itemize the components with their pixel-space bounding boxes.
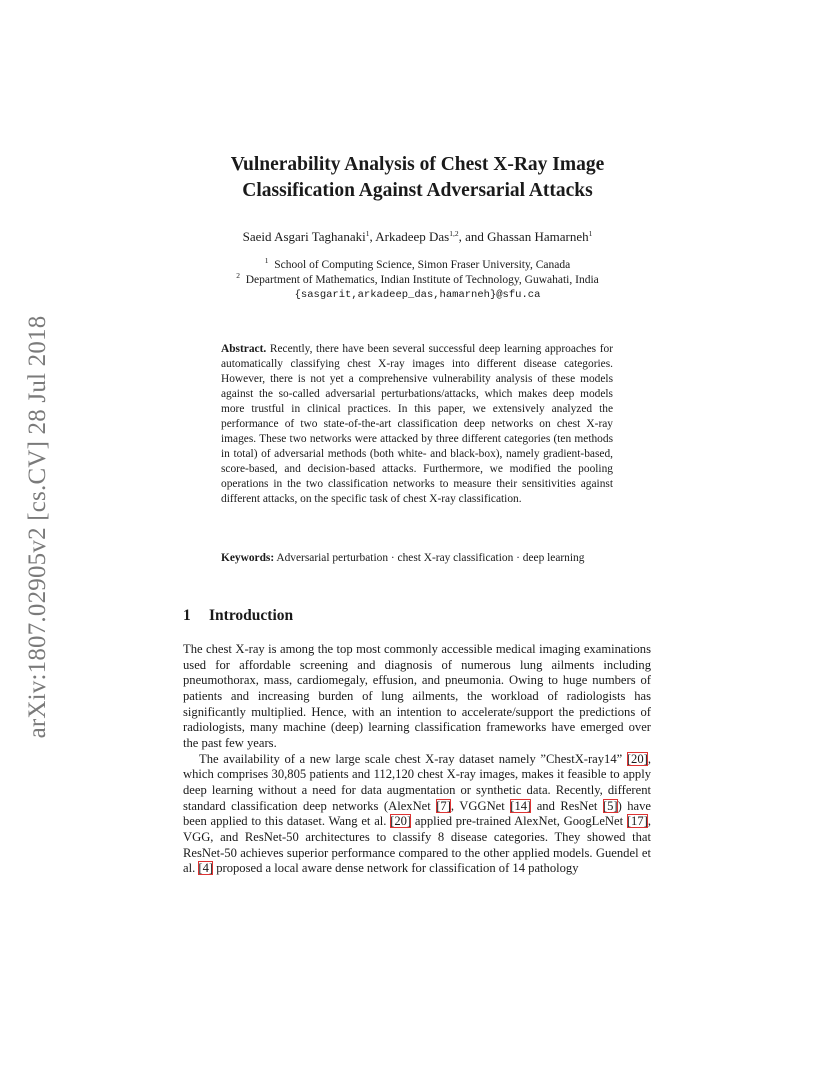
paragraph-text: ) have been applied to this dataset. Wang et al. — [183, 798, 652, 829]
paragraph-text: , VGG, and ResNet-50 architectures to classify 8 disease categories. They showed that ResNet-50 achieves superior performance compared to the other applied models. Guendel et al. — [183, 814, 651, 876]
author-affiliation-mark: 1 — [588, 229, 593, 238]
citation-link[interactable]: [17] — [626, 814, 648, 829]
author-separator: , and — [458, 229, 488, 244]
abstract-label: Abstract. — [221, 343, 267, 355]
author-name: Saeid Asgari Taghanaki — [242, 229, 366, 244]
paragraph-text: and ResNet — [531, 798, 603, 813]
paragraph: The chest X-ray is among the top most commonly accessible medical imaging examinations used for affordable screening and diagnosis of numerous lung ailments including pneumothorax, mass, cardiomegaly, effusion, and pneumonia. Owing to huge numbers of patients and increasing burden of lung ailments, the workload of radiologists has significantly multiplied. Hence, with an intention to accelerate/support the predictions of radiologists, many machine (deep) learning classification frameworks have emerged over the past few years. — [183, 642, 651, 750]
paragraph-text: applied pre-trained AlexNet, GoogLeNet — [411, 814, 627, 829]
affiliation-text: School of Computing Science, Simon Fraser University, Canada — [274, 259, 571, 271]
author-separator: , — [369, 229, 376, 244]
keywords-label: Keywords: — [221, 552, 275, 564]
citation-link[interactable]: [5] — [602, 798, 618, 813]
introduction-body — [183, 642, 651, 877]
abstract-text: Recently, there have been several successful deep learning approaches for automatically classifying chest X-ray images into different disease categories. However, there is not yet a comprehensive vulnerability analysis of these models against the so-called adversarial perturbations/attacks, which makes deep models more trustful in clinical practices. In this paper, we extensively analyzed the performance of two state-of-the-art classification deep networks on chest X-ray images. These two networks were attacked by three different categories (ten methods in total) of adversarial methods (both white- and black-box), namely gradient-based, score-based, and decision-based attacks. Furthermore, we modified the pooling operations in the two classification networks to measure their sensitivities against different attacks, on the specific task of chest X-ray classification. — [221, 343, 613, 505]
affiliation-2 — [150, 273, 685, 288]
affiliation-text: Department of Mathematics, Indian Institute of Technology, Guwahati, India — [245, 274, 599, 286]
paper-title — [150, 152, 685, 204]
author-list — [150, 229, 685, 245]
section-heading — [183, 607, 293, 625]
paragraph-text: The availability of a new large scale chest X-ray dataset namely ”ChestX-ray14” — [199, 751, 627, 766]
paragraph — [183, 752, 651, 877]
author-affiliation-mark: 1,2 — [449, 229, 459, 238]
affiliations — [150, 258, 685, 303]
affiliation-mark: 1 — [264, 256, 269, 265]
citation-link[interactable]: [20] — [390, 814, 412, 829]
arxiv-identifier: arXiv:1807.02905v2 [cs.CV] 28 Jul 2018 — [24, 315, 51, 739]
paragraph-text: , which comprises 30,805 patients and 112,120 chest X-ray images, makes it feasible to apply deep learning without a need for data augmentation or synthetic data. Recently, different standard classification deep networks (AlexNet — [183, 751, 651, 813]
paragraph-text: , VGGNet — [450, 798, 511, 813]
title-line-2: Classification Against Adversarial Attacks — [242, 180, 593, 201]
citation-link[interactable]: [14] — [510, 798, 532, 813]
citation-link[interactable]: [20] — [626, 751, 648, 766]
section-title: Introduction — [209, 607, 294, 624]
citation-link[interactable]: [4] — [198, 861, 214, 876]
author-name: Ghassan Hamarneh — [487, 229, 589, 244]
section-number: 1 — [183, 607, 191, 624]
abstract — [221, 342, 613, 507]
affiliation-1 — [150, 258, 685, 273]
title-line-1: Vulnerability Analysis of Chest X-Ray Image — [230, 154, 605, 175]
keywords — [221, 551, 613, 566]
author-name: Arkadeep Das — [375, 229, 450, 244]
affiliation-mark: 2 — [236, 271, 240, 280]
paragraph-text: proposed a local aware dense network for classification of 14 pathology — [213, 861, 579, 876]
author-affiliation-mark: 1 — [365, 229, 370, 238]
keywords-text: Adversarial perturbation · chest X-ray classification · deep learning — [276, 552, 585, 564]
author-emails[interactable]: {sasgarit,arkadeep_das,hamarneh}@sfu.ca — [294, 289, 541, 301]
citation-link[interactable]: [7] — [436, 798, 451, 813]
